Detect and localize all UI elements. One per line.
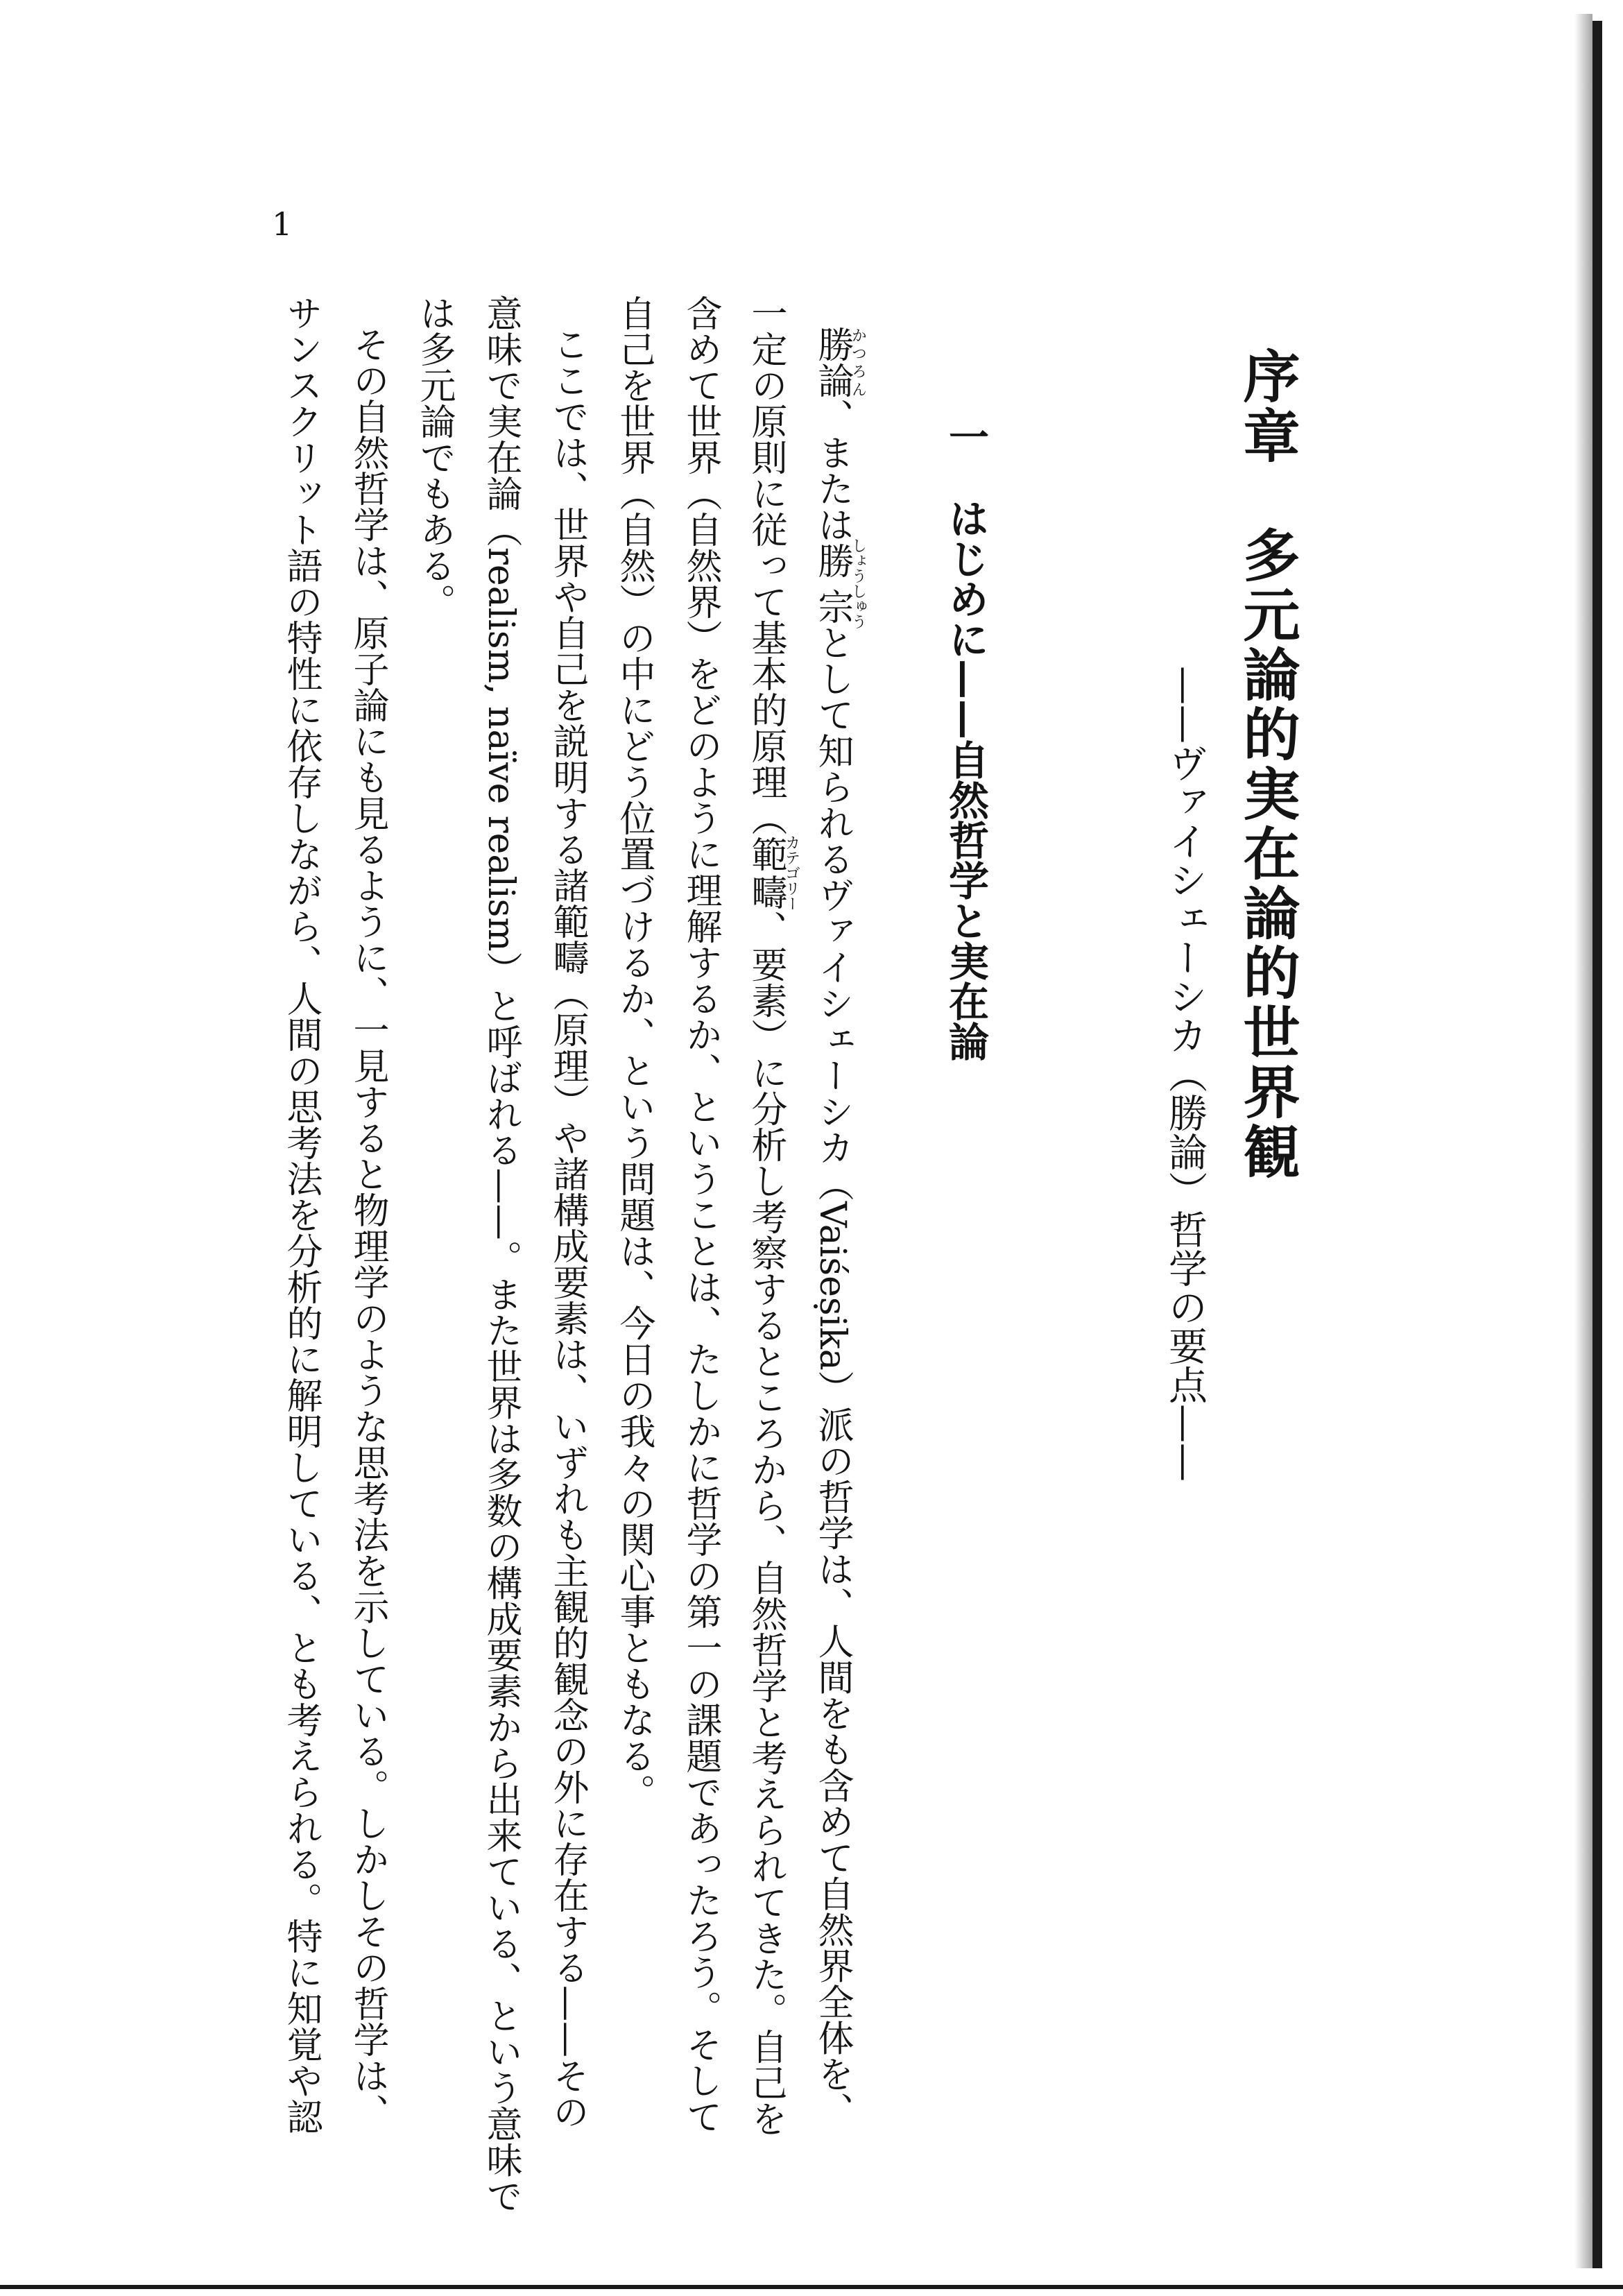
body-line-2 [735, 295, 799, 2136]
body-line-1 [802, 326, 866, 2128]
furigana-katsuron: かつろん [849, 326, 867, 398]
page-edge-right [1592, 21, 1602, 2268]
page-number: 1 [272, 205, 293, 243]
word-shoshu: 勝宗 [812, 538, 853, 629]
body-line-5: ここでは、世界や自己を説明する諸範疇（原理）や諸構成要素は、いずれも主観的観念の外に存在する——その [547, 326, 588, 2130]
word-hanchu: 範疇 [745, 834, 787, 911]
ruby-shoshu [812, 538, 867, 629]
furigana-shoshu: しょうしゅう [849, 538, 867, 629]
body-line-8: その自然哲学は、原子論にも見るように、一見すると物理学のような思考法を示している。しかしその哲学は、 [347, 326, 388, 2130]
ruby-hanchu [745, 834, 800, 911]
body-line-2-a: 一定の原則に従って基本的原理（ [745, 295, 787, 836]
body-line-3: 含めて世界（自然界）をどのように理解するか、ということは、たしかに哲学の第一の課題であったろう。そして [680, 295, 721, 2134]
body-line-4: 自己を世界（自然）の中にどう位置づけるか、という問題は、今日の我々の関心事ともなる。 [613, 295, 655, 1810]
chapter-title: 序章 多元論的実在論的世界観 [1234, 347, 1300, 1182]
section-title: はじめに——自然哲学と実在論 [942, 498, 989, 1061]
furigana-hanchu: カテゴリー [782, 834, 800, 911]
body-line-6: 意味で実在論（realism, naïve realism）と呼ばれる——。また世界は多数の構成要素から出来ている、という意味で [480, 295, 522, 2214]
ruby-katsuron [812, 326, 867, 398]
body-line-1-b: として知られるヴァイシェーシカ（Vaiśeṣika）派の哲学は、人間をも含めて自然界全体を、 [812, 624, 853, 2128]
body-line-9: サンスクリット語の特性に依存しながら、人間の思考法を分析的に解明している、とも考えられる。特に知覚や認 [280, 295, 322, 2134]
page-edge-bottom [0, 2285, 1623, 2289]
body-line-1-a: 、または [812, 398, 853, 542]
body-line-2-b: 、要素）に分析し考察するところから、自然哲学と考えられてきた。自己を [745, 910, 787, 2136]
word-katsuron: 勝論 [812, 326, 853, 398]
chapter-subtitle: ——ヴァイシェーシカ（勝論）哲学の要点—— [1162, 666, 1208, 1482]
body-line-7: は多元論でもある。 [413, 295, 455, 619]
section-number: 一 [942, 416, 989, 456]
section-heading [938, 416, 993, 1061]
page-edge-shadow [1574, 14, 1592, 2268]
